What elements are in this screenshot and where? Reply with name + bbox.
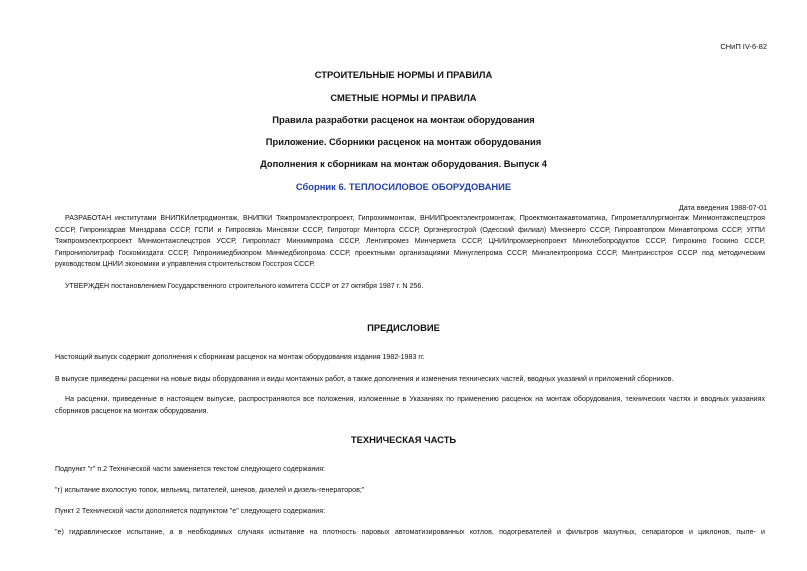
preface-paragraph-1: Настоящий выпуск содержит дополнения к сборникам расценок на монтаж оборудования издания 1982-1983 гг.	[55, 353, 425, 361]
date-introduction: Дата введения 1988-07-01	[678, 203, 767, 212]
developed-line: Тяжпромэлектропроект Минмонтажспецстроя УССР, Гипропласт Минхимпрома СССР, Ленгипромез Минчермета СССР, ЦНИИпромзернопроект Минхлебопродуктов СССР, Гипрокино Госкино СССР,	[55, 237, 765, 245]
title-supplements: Дополнения к сборникам на монтаж оборудования. Выпуск 4	[260, 158, 547, 169]
technical-paragraph-3: Пункт 2 Технической части дополняется подпунктом "е" следующего содержания:	[55, 507, 326, 515]
technical-p4-line: "е) гидравлическое испытание, а в необходимых случаях испытание на плотность паровых автоматизированных котлов, подогревателей и фильтров мазутных, сепараторов и циклонов, пыле- и	[55, 528, 765, 536]
technical-paragraph-4	[55, 527, 765, 539]
title-collection: Сборник 6. ТЕПЛОСИЛОВОЕ ОБОРУДОВАНИЕ	[295, 181, 512, 192]
preface-heading: ПРЕДИСЛОВИЕ	[367, 322, 440, 333]
preface-p3-line: На расценки, приведенные в настоящем выпуске, распространяются все положения, изложенные в Указаниях по применению расценок на монтаж оборудования, технических частях и вводных указаниях	[65, 395, 765, 403]
technical-paragraph-2: "г) испытание вхолостую топок, мельниц, питателей, шнеков, дизелей и дизель-генераторов;"	[55, 486, 365, 494]
preface-p3-line: сборников расценок на монтаж оборудования.	[55, 406, 209, 415]
document-code: СНиП IV-6-82	[720, 42, 767, 51]
developed-line: Гипрониполиграф Госкомиздата СССР, Гипронимедбиопром Минмедбиопрома СССР, проектными организациями Минуглепрома СССР, Минэлектропрома СССР, Минтрансстроя СССР под методическим	[55, 248, 765, 257]
technical-heading: ТЕХНИЧЕСКАЯ ЧАСТЬ	[350, 434, 457, 445]
title-rules: Правила разработки расценок на монтаж оборудования	[272, 114, 535, 125]
technical-paragraph-1: Подпункт "г" п.2 Технической части заменяется текстом следующего содержания:	[55, 465, 326, 473]
developed-line: руководством ЦНИИ экономики и управления строительством Госстроя СССР.	[55, 260, 315, 268]
title-appendix: Приложение. Сборники расценок на монтаж оборудования	[265, 136, 542, 147]
developed-line: РАЗРАБОТАН институтами ВНИПКИлетродмонтаж, ВНИПКИ Тяжпромэлектропроект, Гипрохиммонтаж, ВНИИПроектэлектромонтаж, Проектмонтажавтоматика, Гипрометаллургмонтаж Минмонтажспецстроя	[65, 214, 765, 222]
title-building-norms: СТРОИТЕЛЬНЫЕ НОРМЫ И ПРАВИЛА	[314, 69, 493, 80]
preface-paragraph-2: В выпуске приведены расценки на новые виды оборудования и виды монтажных работ, а также дополнения и изменения технических частей, вводных указаний и приложений сборников.	[55, 375, 674, 383]
developed-line: СССР, Гипрониздрав Минздрава СССР, ГСПИ и Гипросвязь Минсвязи СССР, Гипроторг Минторга СССР, Оргэнергострой (Одесский филиал) Минэнерго СССР, Гипроавтопром Минавтопрома СССР, УГПИ	[55, 225, 765, 234]
title-estimate-norms: СМЕТНЫЕ НОРМЫ И ПРАВИЛА	[330, 92, 477, 103]
approved-paragraph: УТВЕРЖДЕН постановлением Государственного строительного комитета СССР от 27 октября 1987 г. N 256.	[65, 282, 424, 290]
developed-paragraph	[55, 213, 765, 271]
preface-paragraph-3	[55, 394, 765, 417]
